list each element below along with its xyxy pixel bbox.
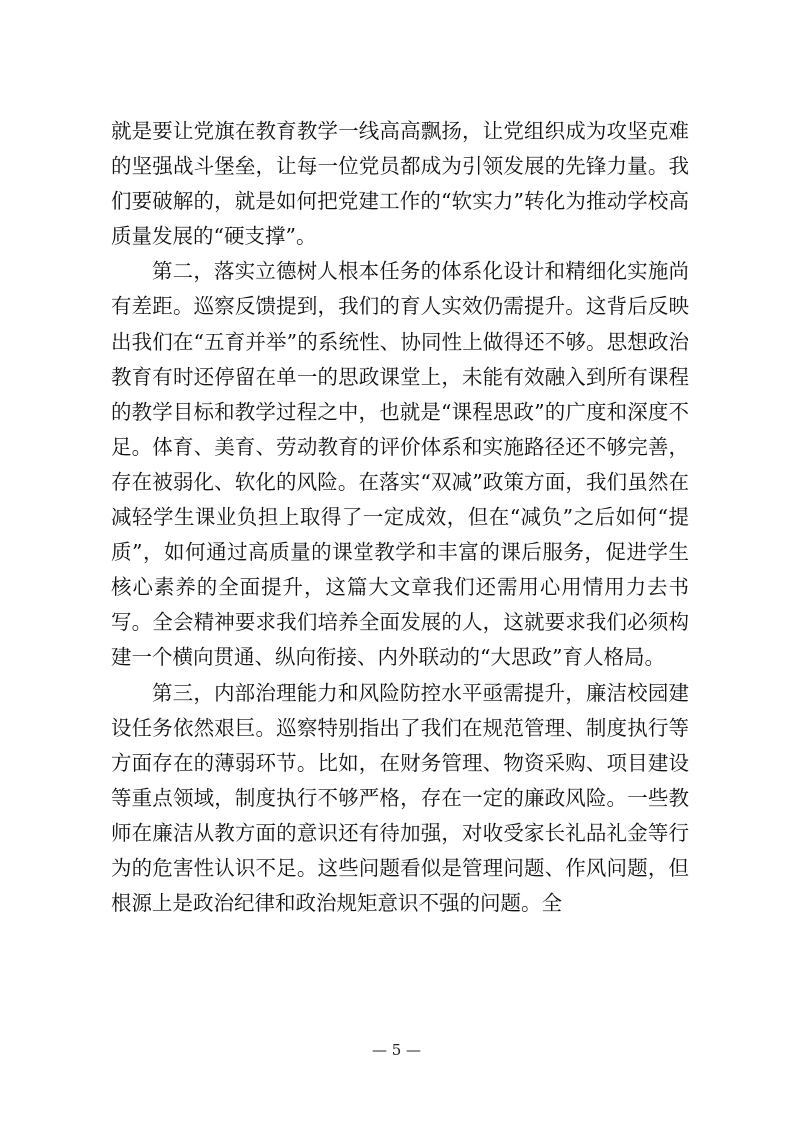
paragraph-continuation: 就是要让党旗在教育教学一线高高飘扬，让党组织成为攻坚克难的坚强战斗堡垒，让每一位党员都成为引领发展的先锋力量。我们要破解的，就是如何把党建工作的“软实力”转化为推动学校高质量发展的“硬支撑”。 — [111, 119, 689, 249]
page-number: — 5 — — [371, 1041, 422, 1059]
paragraph-third-point: 第三，内部治理能力和风险防控水平亟需提升，廉洁校园建设任务依然艰巨。巡察特别指出了我们在规范管理、制度执行等方面存在的薄弱环节。比如，在财务管理、物资采购、项目建设等重点领域，制度执行不够严格，存在一定的廉政风险。一些教师在廉洁从教方面的意识还有待加强，对收受家长礼品礼金等行为的危害性认识不足。这些问题看似是管理问题、作风问题，但根源上是政治纪律和政治规矩意识不强的问题。全 — [111, 680, 689, 916]
document-body — [111, 114, 689, 921]
paragraph-second-point: 第二，落实立德树人根本任务的体系化设计和精细化实施尚有差距。巡察反馈提到，我们的育人实效仍需提升。这背后反映出我们在“五育并举”的系统性、协同性上做得还不够。思想政治教育有时还停留在单一的思政课堂上，未能有效融入到所有课程的教学目标和教学过程之中，也就是“课程思政”的广度和深度不足。体育、美育、劳动教育的评价体系和实施路径还不够完善，存在被弱化、软化的风险。在落实“双减”政策方面，我们虽然在减轻学生课业负担上取得了一定成效，但在“减负”之后如何“提质”，如何通过高质量的课堂教学和丰富的课后服务，促进学生核心素养的全面提升，这篇大文章我们还需用心用情用力去书写。全会精神要求我们培养全面发展的人，这就要求我们必须构建一个横向贯通、纵向衔接、内外联动的“大思政”育人格局。 — [111, 259, 689, 670]
